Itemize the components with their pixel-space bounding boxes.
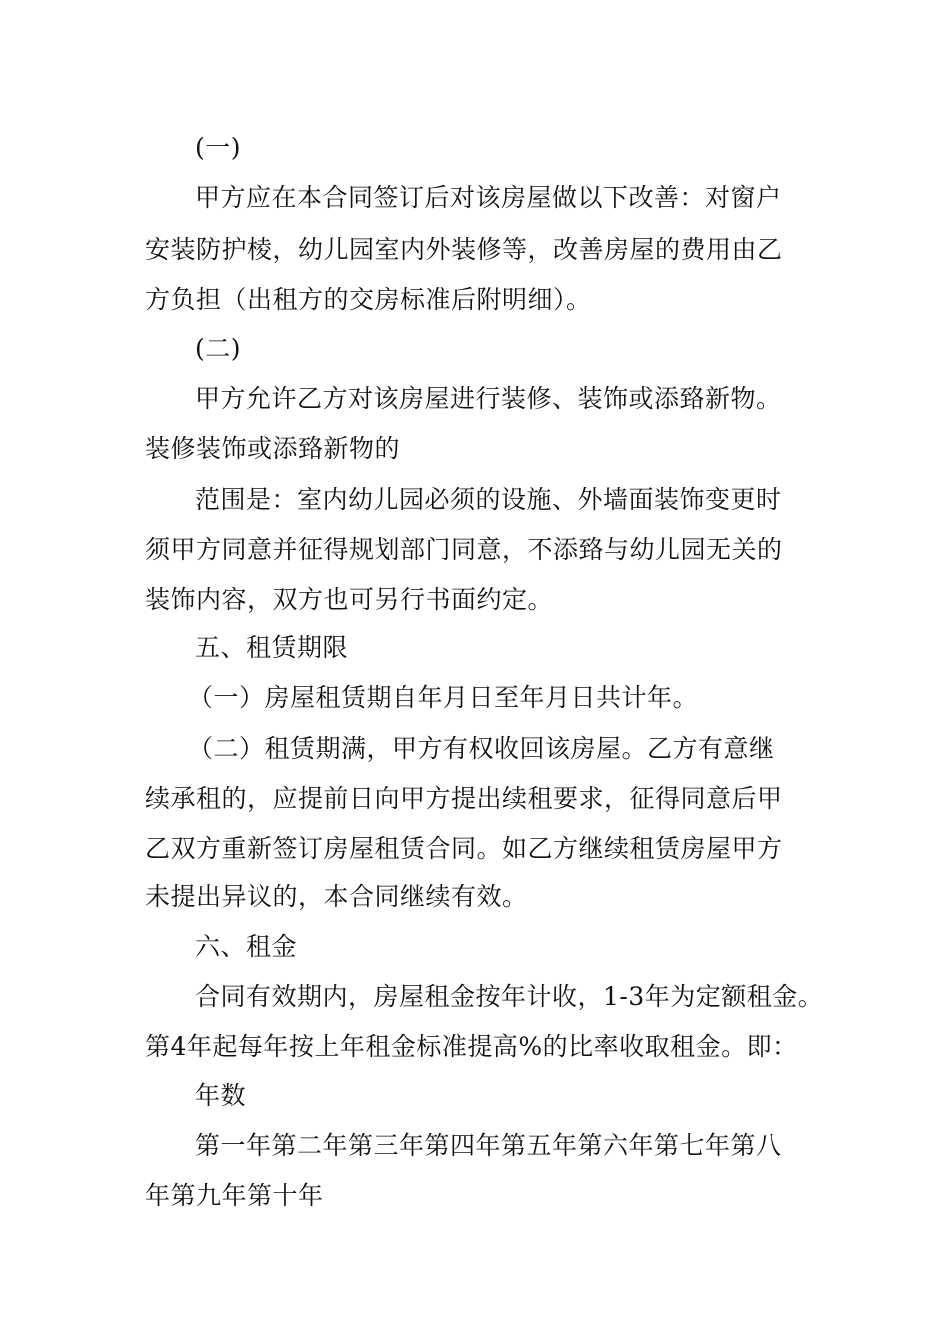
paragraph-line: 未提出异议的，本合同继续有效。 — [145, 882, 528, 911]
section-heading-rent: 六、租金 — [195, 932, 298, 961]
paragraph-line: （二）租赁期满，甲方有权收回该房屋。乙方有意继 — [188, 734, 775, 763]
paragraph-line: 第4年起每年按上年租金标准提高%的比率收取租金。即： — [145, 1032, 798, 1061]
paragraph-line: 年第九年第十年 — [145, 1181, 324, 1210]
paragraph-line: 合同有效期内，房屋租金按年计收，1-3年为定额租金。 — [195, 982, 824, 1011]
paragraph-line: 须甲方同意并征得规划部门同意，不添臵与幼儿园无关的 — [145, 535, 783, 564]
paragraph-line: 第一年第二年第三年第四年第五年第六年第七年第八 — [195, 1131, 782, 1160]
paragraph-line: 乙双方重新签订房屋租赁合同。如乙方继续租赁房屋甲方 — [145, 834, 783, 863]
paragraph-line: 安装防护棱，幼儿园室内外装修等，改善房屋的费用由乙 — [145, 235, 783, 264]
section-heading-lease-term: 五、租赁期限 — [195, 633, 349, 662]
paragraph-line: 范围是：室内幼儿园必须的设施、外墙面装饰变更时 — [195, 485, 782, 514]
table-label-years: 年数 — [195, 1081, 247, 1110]
paragraph-line: 方负担（出租方的交房标准后附明细）。 — [145, 285, 592, 314]
paragraph-line: 续承租的，应提前日向甲方提出续租要求，征得同意后甲 — [145, 784, 783, 813]
clause-heading-1: (一) — [195, 133, 242, 162]
clause-heading-2: (二) — [195, 334, 242, 363]
paragraph-line: 装修装饰或添臵新物的 — [145, 434, 401, 463]
paragraph-line: （一）房屋租赁期自年月日至年月日共计年。 — [188, 683, 699, 712]
paragraph-line: 装饰内容，双方也可另行书面约定。 — [145, 585, 554, 614]
paragraph-line: 甲方允许乙方对该房屋进行装修、装饰或添臵新物。 — [195, 384, 782, 413]
paragraph-line: 甲方应在本合同签订后对该房屋做以下改善：对窗户 — [195, 183, 782, 212]
